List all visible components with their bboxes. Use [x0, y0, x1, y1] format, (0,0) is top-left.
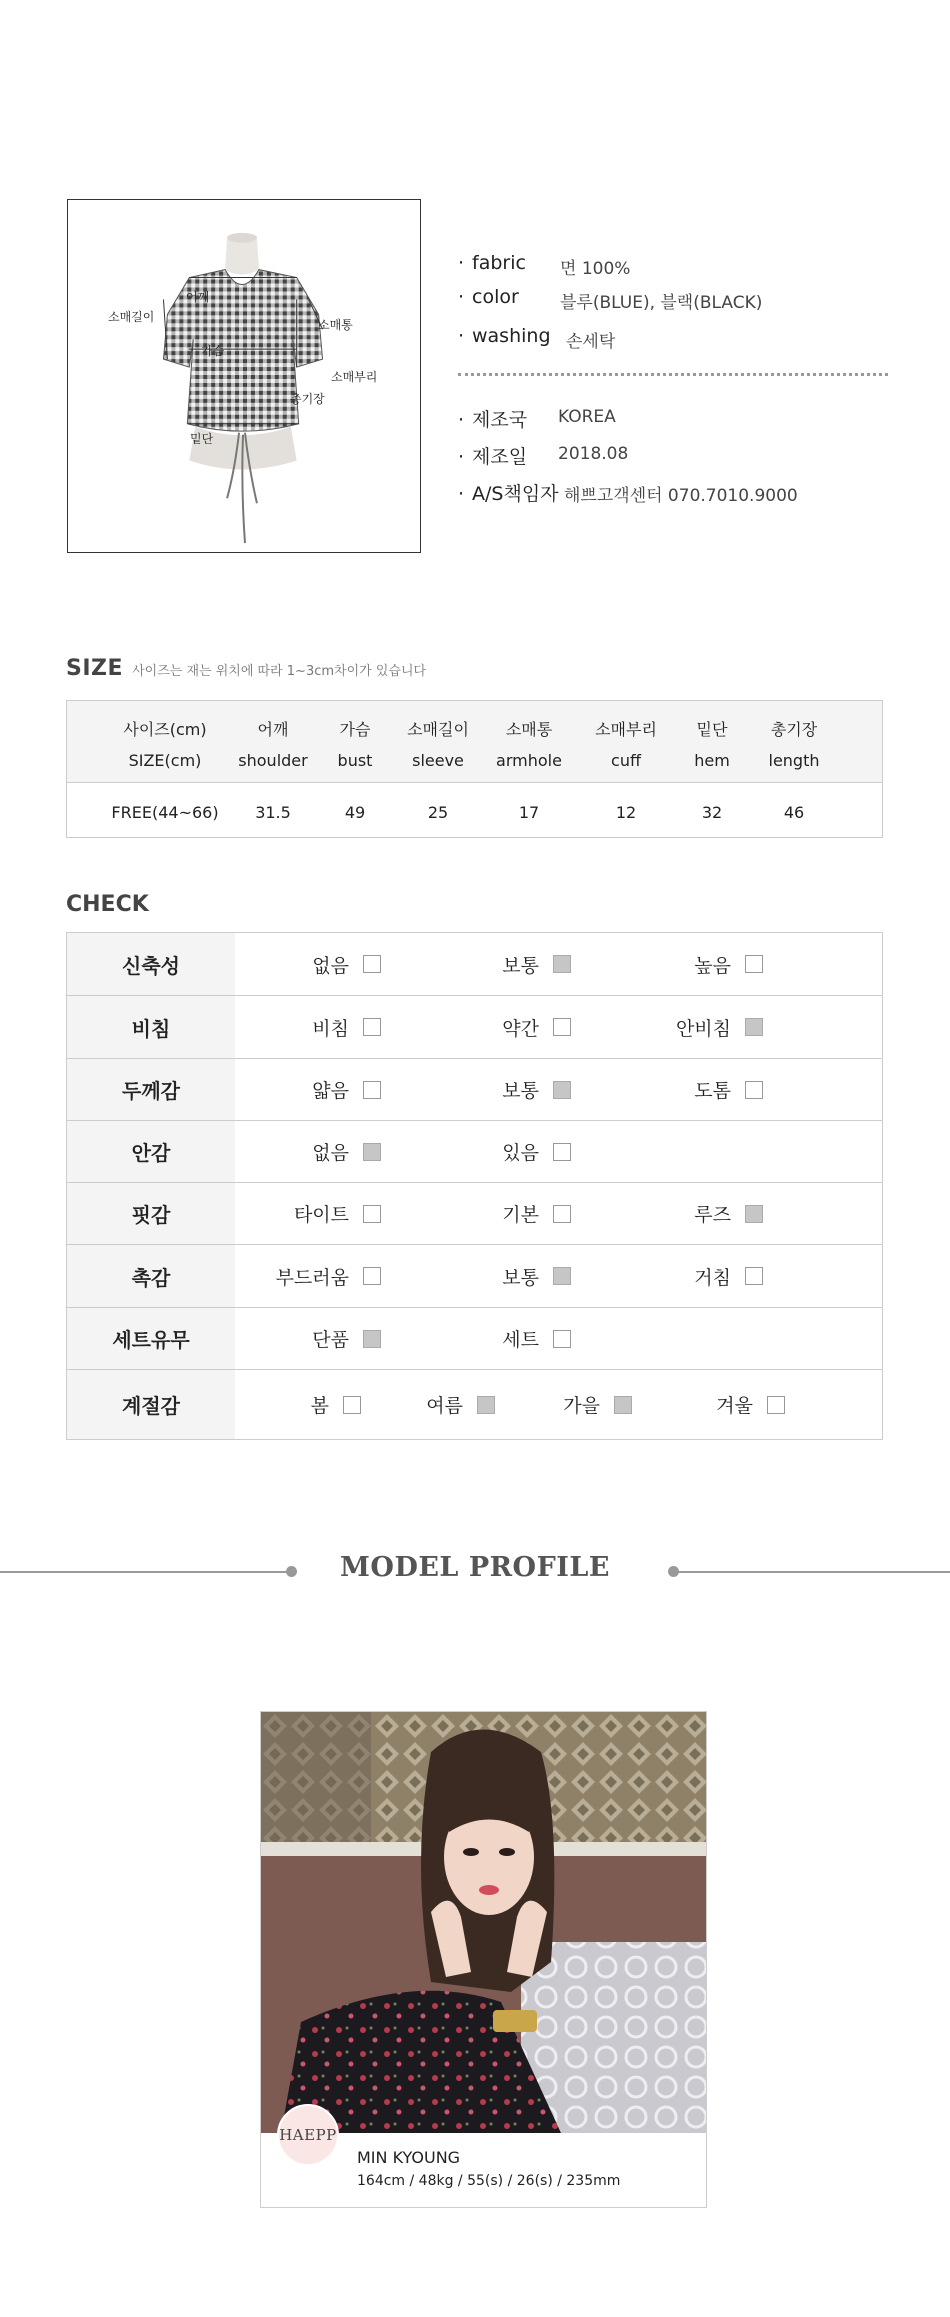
check-option-label: 루즈 [694, 1204, 731, 1226]
diagram-label-sleeve-length: 소매길이 [108, 310, 155, 324]
size-header-kr-5: 소매부리 [595, 720, 657, 739]
model-name: MIN KYOUNG [357, 2148, 461, 2167]
check-row [67, 1245, 882, 1308]
check-option [502, 1245, 571, 1307]
check-option-label: 보통 [502, 1080, 539, 1102]
check-option-label: 있음 [502, 1142, 539, 1164]
check-option [312, 933, 381, 995]
check-option-label: 봄 [310, 1395, 329, 1417]
check-row [67, 1059, 882, 1121]
check-row [67, 1308, 882, 1370]
size-header-kr-1: 어깨 [257, 720, 289, 739]
size-value-0: FREE(44~66) [111, 803, 219, 822]
checked-box-icon [745, 1018, 763, 1036]
check-option [502, 1183, 571, 1244]
spec-date-label: 제조일 [472, 446, 528, 468]
size-value-1: 31.5 [255, 803, 291, 822]
product-measure-image [67, 199, 421, 553]
diagram-label-hem: 밑단 [190, 432, 214, 446]
unchecked-box-icon [363, 955, 381, 973]
check-row-label: 계절감 [67, 1370, 235, 1439]
check-option-label: 세트 [502, 1329, 539, 1351]
spec-fabric: · fabric 면 100% [458, 252, 631, 279]
check-option-label: 단품 [312, 1329, 349, 1351]
brand-logo: HAEPP [277, 2104, 339, 2166]
diagram-label-total-length: 총기장 [290, 392, 325, 406]
unchecked-box-icon [745, 1081, 763, 1099]
check-option-label: 없음 [312, 1142, 349, 1164]
spec-color: · color 블루(BLUE), 블랙(BLACK) [458, 286, 763, 313]
check-option [694, 1059, 763, 1120]
spec-date-value: 2018.08 [558, 444, 629, 464]
check-option-label: 부드러움 [275, 1266, 349, 1289]
spec-as-label: A/S책임자 [472, 483, 559, 505]
unchecked-box-icon [745, 955, 763, 973]
spec-color-label: color [472, 286, 519, 308]
spec-color-value: 블루(BLUE), 블랙(BLACK) [560, 293, 763, 313]
size-value-2: 49 [344, 803, 366, 822]
check-option [312, 1121, 381, 1182]
check-option [312, 1059, 381, 1120]
size-header-kr-4: 소매통 [505, 720, 553, 739]
size-table-header [67, 701, 882, 783]
check-option-label: 가을 [563, 1395, 600, 1417]
spec-divider [458, 373, 888, 376]
unchecked-box-icon [767, 1396, 785, 1414]
spec-fabric-value: 면 100% [560, 259, 631, 279]
size-value-4: 17 [518, 803, 540, 822]
check-option [716, 1370, 785, 1439]
checked-box-icon [363, 1330, 381, 1348]
spec-origin-label: 제조국 [472, 409, 528, 431]
unchecked-box-icon [553, 1143, 571, 1161]
model-profile-title: MODEL PROFILE [340, 1552, 610, 1583]
size-value-6: 32 [701, 803, 723, 822]
check-row-label: 두께감 [67, 1059, 235, 1120]
size-value-3: 25 [427, 803, 449, 822]
check-option [294, 1183, 381, 1244]
check-option [502, 1059, 571, 1120]
check-option-label: 도톰 [694, 1080, 731, 1102]
check-title: CHECK [66, 892, 149, 917]
checked-box-icon [553, 955, 571, 973]
check-option-label: 없음 [312, 954, 349, 977]
check-row-label: 비침 [67, 996, 235, 1058]
check-option [502, 1308, 571, 1369]
check-row-label: 안감 [67, 1121, 235, 1182]
size-header-kr-3: 소매길이 [407, 720, 469, 739]
check-option-label: 안비침 [675, 1017, 731, 1040]
size-header-en-7: length [768, 751, 820, 770]
size-header-en-0: SIZE(cm) [128, 751, 202, 770]
unchecked-box-icon [553, 1018, 571, 1036]
model-profile-right-line [672, 1571, 950, 1573]
check-option [694, 1245, 763, 1307]
size-header-en-3: sleeve [412, 751, 464, 770]
check-option-label: 보통 [502, 954, 539, 977]
spec-as: · A/S책임자 해쁘고객센터 070.7010.9000 [458, 483, 798, 506]
unchecked-box-icon [363, 1205, 381, 1223]
check-row-label: 신축성 [67, 933, 235, 995]
check-row [67, 1121, 882, 1183]
check-option [312, 996, 381, 1058]
check-option-label: 여름 [426, 1395, 463, 1417]
model-stats: 164cm / 48kg / 55(s) / 26(s) / 235mm [357, 2173, 621, 2189]
size-heading [66, 656, 426, 681]
checked-box-icon [614, 1396, 632, 1414]
spec-washing-value: 손세탁 [566, 332, 616, 352]
spec-origin: · 제조국 KOREA [458, 407, 616, 431]
check-option-label: 약간 [502, 1017, 539, 1040]
check-option [311, 1370, 361, 1439]
check-row [67, 1183, 882, 1245]
size-header-kr-7: 총기장 [770, 720, 818, 739]
check-option-label: 거침 [694, 1266, 731, 1289]
check-table [66, 932, 883, 1440]
check-option-label: 높음 [694, 954, 731, 977]
size-header-kr-2: 가슴 [339, 720, 371, 739]
model-photo-illustration [261, 1712, 706, 2133]
size-header-en-1: shoulder [238, 751, 308, 770]
spec-as-value: 해쁘고객센터 070.7010.9000 [564, 486, 798, 506]
checked-box-icon [363, 1143, 381, 1161]
diagram-label-armhole: 소매통 [318, 318, 353, 332]
check-option-label: 기본 [502, 1204, 539, 1226]
spec-washing-label: washing [472, 325, 551, 347]
check-option [694, 933, 763, 995]
size-header-kr-0: 사이즈(cm) [123, 720, 207, 739]
check-option [502, 1121, 571, 1182]
spec-fabric-label: fabric [472, 252, 526, 274]
check-option-label: 보통 [502, 1266, 539, 1289]
check-option [676, 996, 763, 1058]
size-header-kr-6: 밑단 [696, 720, 728, 739]
size-value-5: 12 [615, 803, 637, 822]
check-row [67, 1370, 882, 1439]
unchecked-box-icon [553, 1330, 571, 1348]
spec-washing: · washing 손세탁 [458, 325, 616, 352]
diagram-label-bust: 가슴 [201, 344, 225, 358]
unchecked-box-icon [363, 1081, 381, 1099]
check-option-label: 비침 [312, 1017, 349, 1040]
check-option-label: 얇음 [312, 1080, 349, 1102]
unchecked-box-icon [363, 1267, 381, 1285]
check-option [502, 933, 571, 995]
size-header-en-2: bust [337, 751, 373, 770]
check-row-label: 촉감 [67, 1245, 235, 1307]
unchecked-box-icon [363, 1018, 381, 1036]
unchecked-box-icon [553, 1205, 571, 1223]
check-row [67, 933, 882, 996]
check-option [502, 996, 571, 1058]
size-title: SIZE [66, 656, 124, 681]
diagram-label-shoulder: 어깨 [186, 290, 210, 304]
checked-box-icon [553, 1081, 571, 1099]
unchecked-box-icon [343, 1396, 361, 1414]
size-header-en-6: hem [694, 751, 730, 770]
model-card [260, 1711, 707, 2208]
size-header-en-5: cuff [611, 751, 641, 770]
check-option-label: 타이트 [293, 1204, 349, 1226]
checked-box-icon [553, 1267, 571, 1285]
spec-origin-value: KOREA [558, 407, 616, 427]
spec-date: · 제조일 2018.08 [458, 444, 629, 468]
check-option [694, 1183, 763, 1244]
check-row [67, 996, 882, 1059]
check-option [276, 1245, 381, 1307]
check-row-label: 세트유무 [67, 1308, 235, 1369]
check-option-label: 겨울 [716, 1395, 753, 1417]
check-option [426, 1370, 495, 1439]
size-table [66, 700, 883, 838]
checked-box-icon [477, 1396, 495, 1414]
check-option [312, 1308, 381, 1369]
model-photo [261, 1712, 706, 2133]
check-option [563, 1370, 632, 1439]
diagram-label-cuff: 소매부리 [331, 370, 378, 384]
unchecked-box-icon [745, 1267, 763, 1285]
size-note: 사이즈는 재는 위치에 따라 1~3cm차이가 있습니다 [132, 664, 427, 679]
size-header-en-4: armhole [496, 751, 562, 770]
checked-box-icon [745, 1205, 763, 1223]
size-value-7: 46 [783, 803, 805, 822]
check-row-label: 핏감 [67, 1183, 235, 1244]
